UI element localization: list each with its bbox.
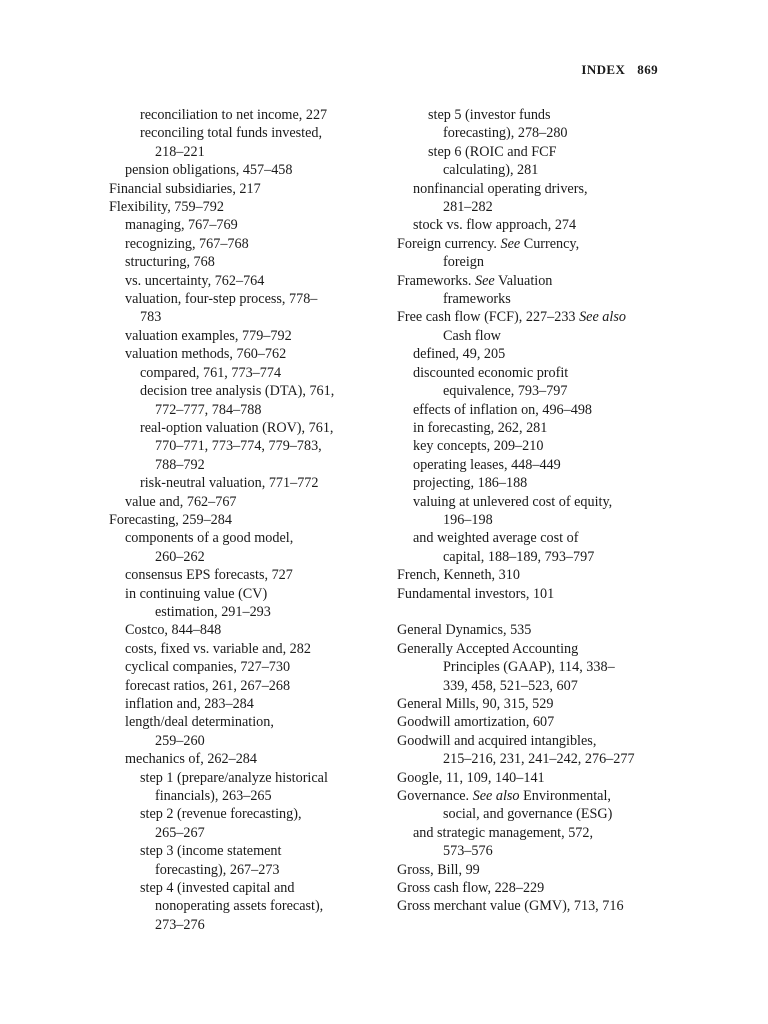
entry-text: vs. uncertainty, 762–764 [125, 272, 265, 289]
entry-text: operating leases, 448–449 [413, 456, 561, 473]
index-entry [397, 695, 672, 713]
cross-reference-label: See [475, 272, 495, 289]
index-subentry [109, 106, 399, 124]
index-entry [397, 621, 672, 639]
index-subentry [397, 345, 672, 363]
index-entry-continuation [397, 842, 672, 860]
cross-reference-label: See also [472, 788, 520, 805]
index-subentry [397, 419, 672, 437]
entry-text: in continuing value (CV) [125, 585, 268, 602]
index-subentry [109, 529, 399, 547]
index-entry [397, 585, 672, 603]
cross-reference-target: Valuation [494, 272, 553, 289]
index-entry-continuation [397, 658, 672, 676]
index-subentry [397, 180, 672, 198]
index-entry-continuation [109, 456, 399, 474]
entry-text: mechanics of, 262–284 [125, 751, 257, 768]
index-entry-continuation [397, 805, 672, 823]
entry-text: 260–262 [155, 548, 205, 565]
index-subentry [109, 695, 399, 713]
index-entry [397, 713, 672, 731]
index-subentry [109, 290, 399, 308]
entry-text: length/deal determination, [125, 714, 274, 731]
entry-text: Goodwill and acquired intangibles, [397, 732, 597, 749]
entry-text: step 5 (investor funds [428, 107, 551, 123]
index-subentry [109, 677, 399, 695]
index-subentry [397, 474, 672, 492]
entry-text: Gross, Bill, 99 [397, 861, 480, 878]
index-entry [397, 787, 672, 805]
index-entry-continuation [397, 548, 672, 566]
entry-text: reconciling total funds invested, [140, 125, 323, 142]
index-subentry [109, 879, 399, 897]
index-subentry [109, 382, 399, 400]
index-entry-continuation [397, 677, 672, 695]
index-entry-continuation [109, 548, 399, 566]
index-entry-continuation [109, 732, 399, 750]
index-entry-continuation [109, 437, 399, 455]
entry-text: forecast ratios, 261, 267–268 [125, 677, 291, 694]
index-subentry [397, 401, 672, 419]
entry-text: Flexibility, 759–792 [109, 199, 224, 216]
index-subentry [109, 272, 399, 290]
index-entry-continuation [397, 290, 672, 308]
entry-text: and strategic management, 572, [413, 824, 594, 841]
entry-text: French, Kenneth, 310 [397, 567, 520, 584]
index-subentry [109, 161, 399, 179]
entry-text: effects of inflation on, 496–498 [413, 401, 593, 418]
entry-text: pension obligations, 457–458 [125, 162, 293, 179]
entry-text: structuring, 768 [125, 254, 215, 271]
index-entry [109, 198, 399, 216]
index-entry-continuation [109, 824, 399, 842]
entry-text: General Dynamics, 535 [397, 622, 532, 639]
index-entry [397, 897, 672, 915]
entry-text: Google, 11, 109, 140–141 [397, 769, 545, 786]
section-gap [397, 603, 672, 621]
cross-reference-target: Currency, [520, 235, 580, 252]
index-entry [397, 861, 672, 879]
entry-text: real-option valuation (ROV), 761, [140, 419, 334, 436]
index-subentry [109, 640, 399, 658]
entry-text: Frameworks. [397, 272, 476, 289]
index-subentry [397, 456, 672, 474]
index-entry-continuation [397, 253, 672, 271]
index-entry [397, 566, 672, 584]
index-subentry [109, 327, 399, 345]
entry-text: forecasting), 278–280 [443, 125, 568, 142]
entry-text: social, and governance (ESG) [443, 806, 613, 823]
index-subentry [109, 235, 399, 253]
index-subentry [109, 769, 399, 787]
index-entry-continuation [397, 382, 672, 400]
index-subentry [397, 106, 672, 124]
index-subentry [109, 124, 399, 142]
index-entry [397, 769, 672, 787]
entry-text: compared, 761, 773–774 [140, 364, 282, 381]
index-entry-continuation [109, 787, 399, 805]
entry-text: Forecasting, 259–284 [109, 511, 232, 528]
index-subentry [397, 529, 672, 547]
entry-text: inflation and, 283–284 [125, 696, 254, 712]
index-subentry [109, 253, 399, 271]
entry-text: General Mills, 90, 315, 529 [397, 695, 554, 712]
index-subentry [109, 308, 399, 326]
entry-text: value and, 762–767 [125, 493, 237, 510]
entry-text: Fundamental investors, 101 [397, 585, 555, 602]
index-entry [397, 640, 672, 658]
index-column-right [397, 106, 672, 916]
index-entry [397, 308, 672, 326]
index-subentry [109, 419, 399, 437]
index-subentry [109, 585, 399, 603]
index-entry-continuation [397, 750, 672, 768]
entry-text: 281–282 [443, 199, 493, 216]
entry-text: components of a good model, [125, 530, 294, 547]
entry-text: 218–221 [155, 143, 205, 160]
entry-text: valuing at unlevered cost of equity, [413, 493, 613, 510]
entry-text: 259–260 [155, 732, 205, 749]
index-subentry [109, 750, 399, 768]
index-entry-continuation [397, 327, 672, 345]
entry-text: nonoperating assets forecast), [155, 898, 324, 915]
index-entry-continuation [109, 603, 399, 621]
index-entry [109, 511, 399, 529]
entry-text: forecasting), 267–273 [155, 861, 280, 878]
index-subentry [109, 474, 399, 492]
index-entry-continuation [397, 161, 672, 179]
entry-text: estimation, 291–293 [155, 603, 271, 620]
entry-text: 265–267 [155, 824, 205, 841]
running-head-title: INDEX [581, 62, 626, 77]
entry-text: 770–771, 773–774, 779–783, [155, 438, 322, 455]
index-subentry [109, 658, 399, 676]
running-head [581, 62, 658, 78]
index-subentry [397, 364, 672, 382]
index-subentry [109, 713, 399, 731]
index-entry [397, 272, 672, 290]
entry-text: valuation examples, 779–792 [125, 327, 292, 344]
index-entry-continuation [397, 511, 672, 529]
index-subentry [109, 216, 399, 234]
index-subentry [109, 345, 399, 363]
index-subentry [109, 621, 399, 639]
entry-text: Generally Accepted Accounting [397, 640, 579, 657]
entry-text: in forecasting, 262, 281 [413, 419, 548, 436]
entry-text: Principles (GAAP), 114, 338– [443, 659, 615, 676]
index-entry [109, 180, 399, 198]
entry-text: consensus EPS forecasts, 727 [125, 567, 293, 584]
entry-text: decision tree analysis (DTA), 761, [140, 383, 335, 400]
entry-text: step 2 (revenue forecasting), [140, 806, 302, 823]
entry-text: Foreign currency. [397, 235, 501, 252]
index-subentry [109, 566, 399, 584]
index-entry [397, 732, 672, 750]
index-entry-continuation [109, 861, 399, 879]
index-entry-continuation [397, 198, 672, 216]
entry-text: and weighted average cost of [413, 530, 579, 547]
entry-text: discounted economic profit [413, 364, 569, 381]
entry-text: 772–777, 784–788 [155, 401, 262, 418]
entry-text: 783 [140, 309, 162, 326]
entry-text: Free cash flow (FCF), 227–233 [397, 309, 580, 326]
index-subentry [109, 842, 399, 860]
entry-text: Goodwill amortization, 607 [397, 714, 555, 731]
entry-text: valuation, four-step process, 778– [125, 291, 318, 308]
entry-text: step 6 (ROIC and FCF [428, 143, 557, 160]
index-entry-continuation [109, 916, 399, 934]
entry-text: foreign [443, 254, 484, 271]
entry-text: managing, 767–769 [125, 217, 238, 234]
entry-text: Cash flow [443, 327, 501, 344]
index-column-left [109, 106, 399, 934]
index-subentry [109, 493, 399, 511]
entry-text: cyclical companies, 727–730 [125, 659, 291, 676]
entry-text: 788–792 [155, 456, 205, 473]
entry-text: calculating), 281 [443, 162, 539, 179]
entry-text: nonfinancial operating drivers, [413, 180, 588, 197]
entry-text: 196–198 [443, 511, 493, 528]
index-subentry [397, 216, 672, 234]
entry-text: Governance. [397, 788, 473, 805]
index-entry [397, 879, 672, 897]
entry-text: projecting, 186–188 [413, 475, 528, 492]
entry-text: capital, 188–189, 793–797 [443, 548, 595, 565]
index-entry-continuation [109, 401, 399, 419]
entry-text: Costco, 844–848 [125, 622, 222, 639]
entry-text: risk-neutral valuation, 771–772 [140, 475, 319, 492]
index-entry [397, 235, 672, 253]
entry-text: 273–276 [155, 916, 205, 933]
index-entry-continuation [109, 143, 399, 161]
entry-text: 339, 458, 521–523, 607 [443, 677, 578, 694]
index-subentry [397, 824, 672, 842]
entry-text: frameworks [443, 291, 511, 308]
entry-text: equivalence, 793–797 [443, 383, 568, 400]
entry-text: reconciliation to net income, 227 [140, 107, 328, 123]
entry-text: defined, 49, 205 [413, 346, 506, 363]
cross-reference-label: See also [579, 309, 626, 326]
cross-reference-label: See [500, 235, 521, 252]
entry-text: Financial subsidiaries, 217 [109, 180, 261, 197]
entry-text: stock vs. flow approach, 274 [413, 217, 577, 234]
entry-text: step 1 (prepare/analyze historical [140, 769, 328, 786]
index-subentry [109, 805, 399, 823]
entry-text: recognizing, 767–768 [125, 235, 249, 252]
index-entry-continuation [397, 124, 672, 142]
entry-text: 573–576 [443, 843, 493, 860]
entry-text: Gross merchant value (GMV), 713, 716 [397, 898, 624, 915]
entry-text: 215–216, 231, 241–242, 276–277 [443, 751, 635, 768]
cross-reference-target: Environmental, [519, 788, 611, 805]
entry-text: Gross cash flow, 228–229 [397, 880, 545, 897]
index-subentry [109, 364, 399, 382]
index-subentry [397, 143, 672, 161]
entry-text: financials), 263–265 [155, 788, 272, 805]
entry-text: valuation methods, 760–762 [125, 346, 287, 363]
entry-text: costs, fixed vs. variable and, 282 [125, 640, 311, 657]
page-number: 869 [637, 62, 658, 77]
index-subentry [397, 493, 672, 511]
index-subentry [397, 437, 672, 455]
entry-text: key concepts, 209–210 [413, 438, 544, 455]
entry-text: step 4 (invested capital and [140, 880, 295, 897]
entry-text: step 3 (income statement [140, 843, 282, 860]
index-entry-continuation [109, 897, 399, 915]
